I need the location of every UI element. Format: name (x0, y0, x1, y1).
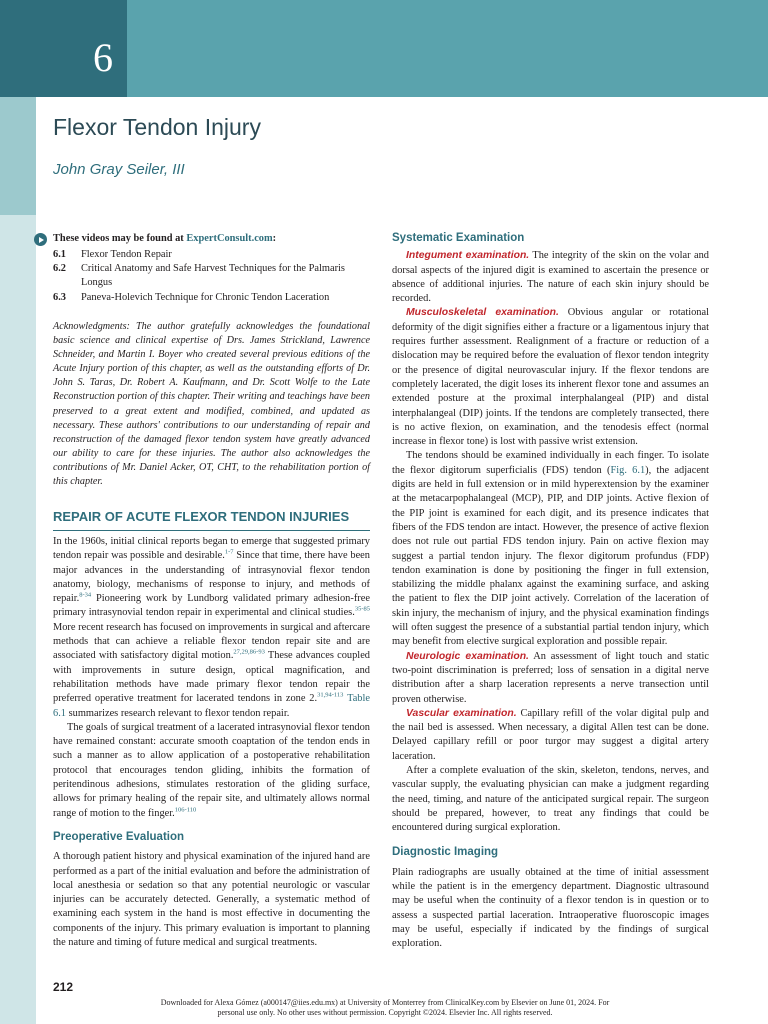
acknowledgments: Acknowledgments: The author gratefully acknowledges the foundational basic science and clinical expertise of Drs. James Strickland, Lawrence Schneider, and Martin I. Boyer who created several previous editions of the Acute Injury portion of this chapter, as well as the outstanding efforts of Dr. John S. Taras, Dr. Robert A. Kaufmann, and Dr. Scott Wolfe to the Late Reconstruction portion of this chapter. Their writing and teachings have been preserved to a great extent and modified, combined, and updated as necessary. These authors' contributions to our understanding of repair and reconstruction of the damaged flexor tendon system have greatly advanced our ability to care for these injuries. The author also acknowledges the contributions of Mr. Daniel Acker, OT, CHT, to the rehabilitation portion of this chapter. (53, 321, 370, 488)
video-label: Critical Anatomy and Safe Harvest Techniques for the Palmaris Longus (81, 263, 345, 289)
text-run: An assessment of light touch and static two-point discrimination is preferred; loss of sensation in a digital nerve distribution after a sharp laceration represents a nerve transection until proven otherwise. (392, 650, 709, 705)
text-run: The tendons should be examined individually in each finger. To isolate the flexor digitorum superficialis (FDS) tendon ( (392, 450, 709, 476)
paragraph-vascular (392, 707, 709, 764)
systematic-heading: Systematic Examination (392, 232, 525, 244)
video-number: 6.1 (53, 249, 66, 260)
imaging-heading: Diagnostic Imaging (392, 846, 499, 859)
citation[interactable]: 35-85 (354, 606, 370, 614)
text-run: summarizes research relevant to flexor tendon repair. (66, 707, 290, 719)
video-play-icon[interactable] (34, 233, 47, 246)
chapter-number-box (0, 0, 127, 97)
paragraph-imaging: Plain radiographs are usually obtained at the time of initial assessment while the patient is in the emergency department. Diagnostic ultrasound may be useful when the continuity of a flexor tendon is in question or to assess a suspected partial laceration. Intraoperative fluoroscopic images may be useful, especially if indicated by the findings of surgical exploration. (392, 866, 709, 950)
inline-heading: Integument examination. (406, 250, 530, 262)
text-run: The goals of surgical treatment of a lacerated intrasynovial flexor tendon have remained constant: accurate smooth coaptation of the tendon ends in such a manner as to allow application of a postoperative rehabilitation protocol that encourages tendon gliding, inhibits the formation of peritendinous adhesions, stimulates restoration of the gliding surface, allows for primary healing of the repair site, and ultimately allows normal range of motion to the finger. (53, 721, 370, 819)
videos-colon: : (272, 233, 277, 244)
page-number: 212 (53, 980, 74, 994)
text-run: In the 1960s, initial clinical reports began to emerge that suggested primary tendon repair was possible and desirable. (53, 536, 370, 562)
text-run: Obvious angular or rotational deformity of the digit signifies either a fracture or a ligamentous injury that requires further assessment. Realignment of a fracture or reduction of a dislocation may be required before the evaluation of flexor tendon integrity or the presence of digital neurovascular injury. If the flexor tendons are completely lacerated, the digit loses its inherent flexor tone and assumes an extended posture at the proximal interphalangeal (PIP) and distal interphalangeal (DIP) joints. If the tendons are completely transected, there is no active flexion, on examination, and the tenodesis effect (normal increase in flexor tone) is lost with passive wrist extension. (392, 307, 709, 448)
section-heading: REPAIR OF ACUTE FLEXOR TENDON INJURIES (53, 509, 370, 531)
inline-heading: Neurologic examination. (406, 650, 529, 662)
download-footer: Downloaded for Alexa Gómez (a000147@iies.edu.mx) at University of Monterrey from ClinicalKey.com by Elsevier on June 01, 2024. For personal use only. No other uses without permission. Copyright ©2024. Elsevier Inc. All rights reserved. (160, 998, 610, 1017)
video-label: Paneva-Holevich Technique for Chronic Tendon Laceration (81, 291, 330, 303)
video-item[interactable] (53, 262, 370, 290)
paragraph-preop: A thorough patient history and physical examination of the injured hand are performed as a part of the initial evaluation and before the administration of local anesthesia or sedation so that any potential neurologic or vascular injuries can be accurately detected. Generally, a systematic method of examining each system in the hand is most effective in documenting the components of the injury. This primary evaluation is important to planning the nature and timing of future medical and surgical treatments. (53, 851, 370, 949)
inline-heading: Musculoskeletal examination. (406, 307, 559, 319)
figure-link[interactable]: Fig. 6.1 (610, 464, 646, 476)
video-number: 6.2 (53, 263, 66, 275)
left-margin-strip (0, 97, 36, 1024)
text-run: Pioneering work by Lundborg validated primary adhesion-free primary intrasynovial tendon repair in experimental and clinical studies. (53, 593, 370, 619)
citation[interactable]: 27,29,86-93 (233, 648, 265, 656)
videos-heading (53, 233, 276, 244)
paragraph-goals (53, 721, 370, 821)
video-list (53, 248, 370, 305)
paragraph-integument (392, 249, 709, 306)
citation[interactable]: 1-7 (224, 548, 234, 556)
right-column-body (392, 231, 709, 952)
table-link[interactable]: Table 6.1 (53, 693, 371, 719)
paragraph-neurologic (392, 650, 709, 707)
chapter-number: 6 (93, 35, 113, 80)
chapter-author: John Gray Seiler, III (53, 161, 185, 178)
citation[interactable]: 106-110 (174, 806, 197, 814)
text-run: Since that time, there have been major advances in the understanding of intrasynovial flexor tendon anatomy, biology, mechanisms of response to injury, and methods of repair. (53, 550, 370, 605)
citation[interactable]: 31,94-113 (317, 691, 344, 699)
text-run: Capillary refill of the volar digital pulp and the nail bed is assessed. When necessary, a digital Allen test can be done. Delayed capillary refill or poor turgor may suggest a digital artery laceration. (392, 707, 709, 762)
paragraph-tendons (392, 449, 709, 649)
inline-heading: Vascular examination. (406, 707, 517, 719)
paragraph-after-evaluation: After a complete evaluation of the skin, skeleton, tendons, nerves, and vascular supply, the evaluating physician can make a judgment regarding the need, timing, and nature of the anticipated surgical repair. The surgeon should be prepared, however, to treat any findings that could be encountered during surgical exploration. (392, 764, 709, 834)
chapter-title: Flexor Tendon Injury (53, 114, 261, 140)
video-label: Flexor Tendon Repair (81, 249, 172, 260)
left-margin-strip-accent (0, 97, 36, 215)
left-column-body (53, 535, 370, 950)
citation[interactable]: 8-34 (79, 591, 92, 599)
video-number: 6.3 (53, 291, 66, 303)
paragraph-musculoskeletal (392, 306, 709, 449)
text-run: More recent research has focused on improvements in surgical and aftercare methods that can achieve a reliable flexor tendon repair site and are associated with satisfactory digital motion. (53, 621, 370, 662)
expertconsult-link[interactable]: ExpertConsult.com (186, 233, 273, 244)
text-run: These advances coupled with improvements in suture design, optical magnification, and rehabilitation methods have made primary flexor tendon repair the preferred operative treatment for lacerated tendons in zone 2. (53, 650, 371, 705)
text-run: ), the adjacent digits are held in full extension or in mild hyperextension by the examiner at the metacarpophalangeal (MCP), PIP, and DIP joints. Active flexion of the PIP joint is examined for each digit, and its presence indicates that fibers of the FDS tendon are intact. However, the presence of active flexion does not rule out partial FDS tendon injury. Pain on active flexion may suggest a partial tendon injury. The flexor digitorum profundus (FDP) tendon examination is done by positioning the finger in full extension, stabilizing the middle phalanx against the examining surface, and asking the patient to flex the DIP joint actively. Correlation of the laceration of skin injury, the mechanism of injury, and the physical examination findings will often suggest the presence of a substantial partial tendon injury, which may benefit from elective surgical exploration and possible repair. (392, 464, 710, 648)
preop-heading: Preoperative Evaluation (53, 830, 185, 843)
text-run: The integrity of the skin on the volar and dorsal aspects of the injured digit is examined to ascertain the presence or absence of additional injuries. The nature of each skin injury should be recorded. (392, 250, 709, 305)
video-item[interactable] (53, 248, 370, 262)
paragraph-history (53, 535, 370, 721)
video-item[interactable] (53, 291, 370, 305)
videos-intro: These videos may be found at (53, 233, 187, 244)
